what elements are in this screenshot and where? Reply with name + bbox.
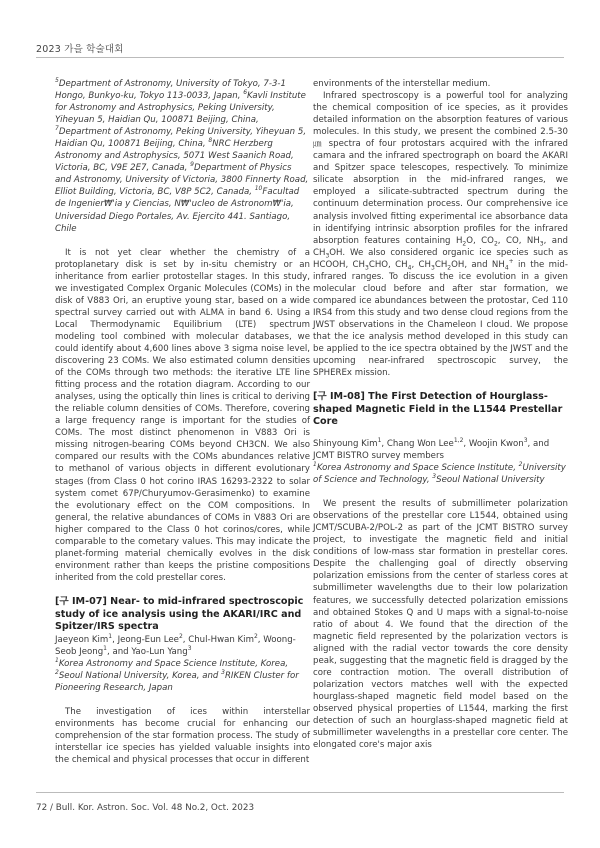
abstract-im07-paragraph-2: Infrared spectroscopy is a powerful tool for analyzing the chemical composition of ice species, as it provides detailed information on the absorption features of various molecules. In this study, we present the combined 2.5-30 ㎛ spectra of four protostars acquired with the infrared camara and the infrared spectrograph on board the AKARI and Spitzer space telescopes, respectively. To minimize silicate absorption in the mid-infrared ranges, we employed a silicate-subtracted spectrum during the continuum determination process. Our comprehensive ice analysis involved fitting experimental ice absorbance data in identifying intrinsic absorption profiles for the infrared absorption features containing $H_2O$, $CO_2$, CO, $NH_3$, and $CH_3OH$. We also considered organic ice species such as HCOOH, $CH_3CHO$, $CH_4$, $CH_3CH_2OH$, and $NH_4^+$ in the mid-infrared ranges. To discuss the ice evolution in a given molecular cloud before and after star formation, we compared ice abundances between the protostar, Ced 110 IRS4 from this study and two dense cloud regions from the JWST observations in the Chameleon I cloud. We propose that the ice analysis method developed in this study can be applied to the ice spectra obtained by the JWST and the upcoming near-infrared spectroscopic survey, the SPHEREx mission. bbox=[313, 91, 568, 379]
abstract-im07-paragraph-start: The investigation of ices within interstellar environments has become crucial for enhancing our comprehension of the star formation process. The study of interstellar ice species has yielded valuable insights into the chemical and physical processes that occur in different bbox=[55, 706, 310, 766]
right-column bbox=[313, 78, 568, 751]
previous-affiliations: $^5$Department of Astronomy, University of Tokyo, 7-3-1 Hongo, Bunkyo-ku, Tokyo 113-0033, Japan, $^6$Kavli Institute for Astronomy and Astrophysics, Peking University, Yiheyuan 5, Haidian Qu, 100871 Beijing, China, $^7$Department of Astronomy, Peking University, Yiheyuan 5, Haidian Qu, 100871 Beijing, China, $^8$NRC Herzberg Astronomy and Astrophysics, 5071 West Saanich Road, Victoria, BC, V9E 2E7, Canada, $^9$Department of Physics and Astronomy, University of Victoria, 3800 Finnerty Road, Elliot Building, Victoria, BC, V8P 5C2, Canada, $^{10}$Facultad de Ingenier₩'ia y Ciencias, N₩'ucleo de Astronom₩'ia, Universidad Diego Portales, Av. Ejercito 441. Santiago, Chile bbox=[55, 77, 309, 234]
abstract-im07-continuation: environments of the interstellar medium. bbox=[313, 79, 491, 89]
page-footer: 72 / Bull. Kor. Astron. Soc. Vol. 48 No.2, Oct. 2023 bbox=[36, 803, 255, 813]
abstract-im06-paragraph: It is not yet clear whether the chemistry of a protoplanetary disk is set by in-situ chemistry or an inheritance from earlier protostellar stages. In this study, we investigated Complex Organic Molecules (COMs) in the disk of V883 Ori, an eruptive young star, based on a wide spectral survey carried out with ALMA in band 6. Using a Local Thermodynamic Equilibrium (LTE) spectrum modeling tool combined with molecular databases, we could identify about 4,600 lines above 3 sigma noise level, discovering 23 COMs. We also estimated column densities of the COMs through two methods: the iterative LTE line fitting process and the rotation diagram. According to our analyses, using the optically thin lines is critical to deriving the reliable column densities of COMs. Therefore, covering a large frequency range is important for the studies of COMs. The most distinct phenomenon in V883 Ori is missing nitrogen-bearing COMs beyond CH3CN. We also compared our results with the COMs abundances relative to methanol of various objects in different evolutionary stages (from Class 0 hot corino IRAS 16293-2322 to solar system comet 67P/Churyumov-Gerasimenko) to examine the evolutionary effect on the COM compositions. In general, the relative abundances of COMs in V883 Ori are higher compared to the Class 0 hot corinos/cores, while comparable to the cometary values. This may indicate the planet-forming material chemically evolves in the disk environment rather than keeps the pristine compositions inherited from the cold prestellar cores. bbox=[55, 247, 310, 583]
affiliations-im07: $^1$Korea Astronomy and Space Science Institute, Korea, $^2$Seoul National University, Korea, and $^3$RIKEN Cluster for Pioneering Research, Japan bbox=[55, 656, 299, 693]
running-header: 2023 가을 학술대회 bbox=[36, 44, 124, 55]
section-title-im08: [구 IM-08] The First Detection of Hourglass-shaped Magnetic Field in the L1544 Prestellar Core bbox=[313, 391, 563, 428]
abstract-im08-paragraph: We present the results of submillimeter polarization observations of the prestellar core L1544, obtained using JCMT/SCUBA-2/POL-2 as part of the JCMT BISTRO survey project, to investigate the magnetic field and initial conditions of low-mass star formation in prestellar cores. Despite the challenging goal of directly observing polarization emissions from the center of starless cores at submillimeter wavelengths due to their low polarization features, we successfully detected polarization emissions and obtained Stokes Q and U maps with a signal-to-noise ratio of about 4. We found that the direction of the magnetic field represented by the polarization vectors is aligned with the radial vector towards the core density peak, suggesting that the magnetic field is dragged by the core contraction motion. The overall distribution of polarization vectors matches well with the expected hourglass-shaped magnetic field model based on the observed physical properties of L1544, marking the first detection of such an hourglass-shaped magnetic field at submillimeter wavelengths in a prestellar core center. The elongated core's major axis bbox=[313, 499, 568, 751]
affiliations-im08: $^1$Korea Astronomy and Space Science Institute, $^2$University of Science and Technology, $^3$Seoul National University bbox=[313, 461, 566, 486]
authors-im08: Shinyoung Kim$^1$, Chang Won Lee$^{1,2}$, Woojin Kwon$^3$, and JCMT BISTRO survey members bbox=[313, 437, 550, 461]
authors-im07: Jaeyeon Kim$^1$, Jeong-Eun Lee$^2$, Chul-Hwan Kim$^2$, Woong-Seob Jeong$^1$, and Yao-Lun Yang$^3$ bbox=[55, 632, 296, 657]
header-rule bbox=[36, 57, 564, 58]
footer-rule bbox=[36, 792, 564, 793]
section-title-im07: [구 IM-07] Near- to mid-infrared spectroscopic study of ice analysis using the AKARI/IRC and Spitzer/IRS spectra bbox=[55, 595, 304, 633]
left-column bbox=[55, 78, 310, 766]
